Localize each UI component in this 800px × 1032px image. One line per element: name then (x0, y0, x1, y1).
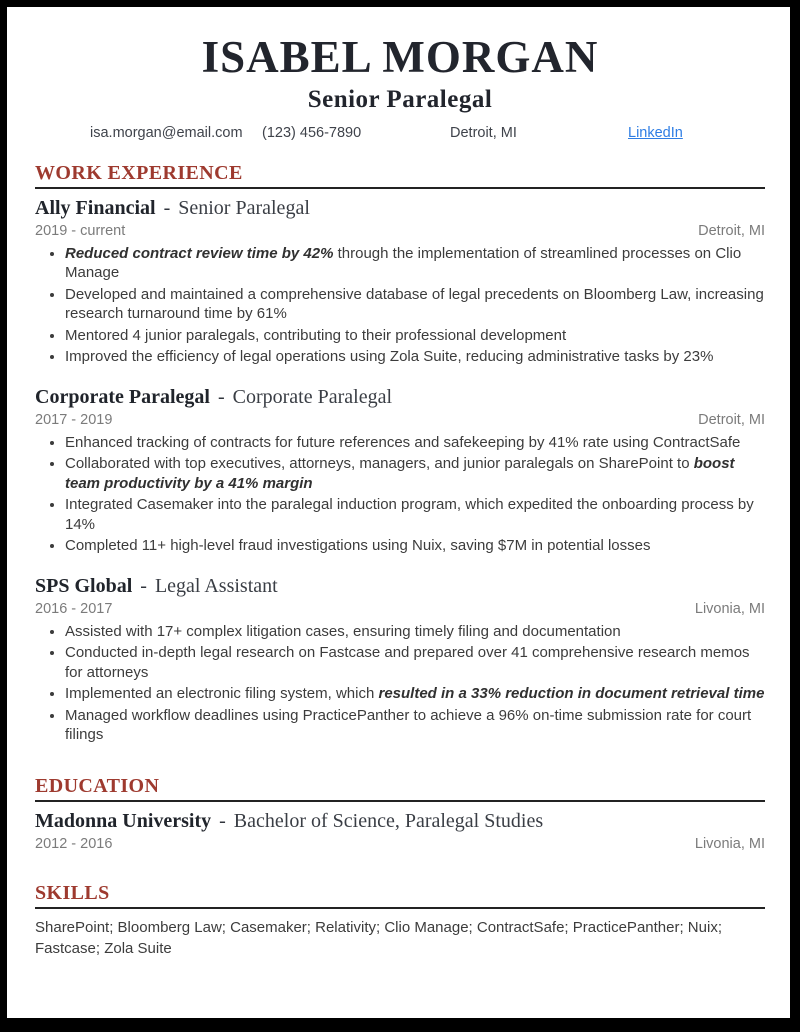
job-entry (35, 386, 765, 556)
bullet-emphasis: boost team productivity by a 41% margin (65, 455, 735, 492)
job-bullet (65, 495, 765, 534)
bullet-text: Conducted in-depth legal research on Fastcase and prepared over 41 comprehensive research memos for attorneys (65, 644, 750, 681)
job-company: SPS Global (35, 574, 133, 597)
job-company: Ally Financial (35, 196, 156, 219)
contact-email: isa.morgan@email.com (90, 124, 243, 141)
school-title-line (35, 810, 765, 832)
school-entry (35, 810, 765, 852)
bullet-text: Integrated Casemaker into the paralegal induction program, which expedited the onboarding process by 14% (65, 496, 754, 533)
bullet-text: Implemented an electronic filing system, which (65, 685, 379, 702)
skills-heading: SKILLS (35, 883, 765, 909)
job-meta-row (35, 601, 765, 617)
job-bullet (65, 244, 765, 283)
job-role: Corporate Paralegal (232, 385, 392, 408)
job-title-line (35, 575, 765, 597)
job-location: Detroit, MI (698, 222, 765, 239)
job-list (35, 197, 765, 745)
school-list (35, 810, 765, 852)
school-name: Madonna University (35, 809, 212, 832)
bullet-text: Mentored 4 junior paralegals, contributing to their professional development (65, 326, 567, 344)
job-entry (35, 197, 765, 367)
job-location: Livonia, MI (694, 600, 765, 617)
job-bullet (65, 433, 765, 453)
bullet-text: Developed and maintained a comprehensive database of legal precedents on Bloomberg Law, increasing research turnaround time by 61% (65, 285, 764, 322)
job-bullet (65, 643, 765, 682)
job-bullet (65, 285, 765, 324)
resume-header (35, 34, 765, 141)
bullet-text: Assisted with 17+ complex litigation cases, ensuring timely filing and documentation (65, 622, 621, 640)
contact-row (35, 125, 765, 141)
job-dates: 2016 - 2017 (35, 600, 113, 617)
linkedin-link[interactable]: LinkedIn (628, 124, 683, 141)
job-bullet (65, 454, 765, 493)
bullet-text: Collaborated with top executives, attorneys, managers, and junior paralegals on SharePoint to (65, 455, 694, 472)
bullet-text: through the implementation of streamlined processes on Clio Manage (65, 244, 742, 281)
bullet-text: Improved the efficiency of legal operations using Zola Suite, reducing administrative tasks by 23% (65, 348, 714, 365)
school-degree: Bachelor of Science, Paralegal Studies (233, 809, 544, 832)
job-separator: - (163, 196, 171, 219)
school-location: Livonia, MI (694, 835, 765, 852)
job-separator: - (217, 385, 225, 408)
job-bullet (65, 347, 765, 367)
candidate-name: ISABEL MORGAN (201, 32, 599, 82)
job-bullet (65, 684, 765, 704)
candidate-title: Senior Paralegal (307, 86, 493, 114)
work-experience-heading: WORK EXPERIENCE (35, 163, 765, 189)
school-dates: 2012 - 2016 (35, 835, 113, 852)
school-meta-row (35, 836, 765, 852)
job-location: Detroit, MI (698, 411, 765, 428)
job-bullets (35, 622, 765, 745)
job-meta-row (35, 223, 765, 239)
job-role: Senior Paralegal (178, 196, 310, 219)
education-heading: EDUCATION (35, 776, 765, 802)
job-entry (35, 575, 765, 745)
bullet-emphasis: Reduced contract review time by 42% (65, 244, 334, 262)
job-bullets (35, 244, 765, 367)
section-education (35, 776, 765, 852)
job-title-line (35, 197, 765, 219)
job-bullet (65, 326, 765, 346)
skills-text: SharePoint; Bloomberg Law; Casemaker; Relativity; Clio Manage; ContractSafe; PracticePanther; Nuix; Fastcase; Zola Suite (35, 918, 722, 957)
bullet-text: Enhanced tracking of contracts for future references and safekeeping by 41% rate using ContractSafe (65, 433, 741, 451)
job-dates: 2019 - current (35, 222, 126, 239)
job-bullet (65, 706, 765, 745)
bullet-text: Completed 11+ high-level fraud investigations using Nuix, saving $7M in potential losses (65, 537, 651, 554)
job-title-line (35, 386, 765, 408)
job-dates: 2017 - 2019 (35, 411, 113, 428)
contact-phone: (123) 456-7890 (262, 124, 362, 141)
bullet-emphasis: resulted in a 33% reduction in document retrieval time (378, 685, 765, 702)
school-separator: - (219, 809, 226, 832)
resume-page (7, 7, 790, 1018)
job-bullet (65, 622, 765, 642)
bullet-text: Managed workflow deadlines using PracticePanther to achieve a 96% on-time submission rate for court filings (65, 706, 752, 743)
job-company: Corporate Paralegal (35, 385, 210, 408)
job-bullets (35, 433, 765, 556)
section-skills (35, 883, 765, 959)
section-work-experience (35, 163, 765, 745)
job-bullet (65, 536, 765, 556)
job-meta-row (35, 412, 765, 428)
contact-location: Detroit, MI (450, 124, 517, 141)
job-separator: - (140, 574, 147, 597)
job-role: Legal Assistant (154, 574, 278, 597)
